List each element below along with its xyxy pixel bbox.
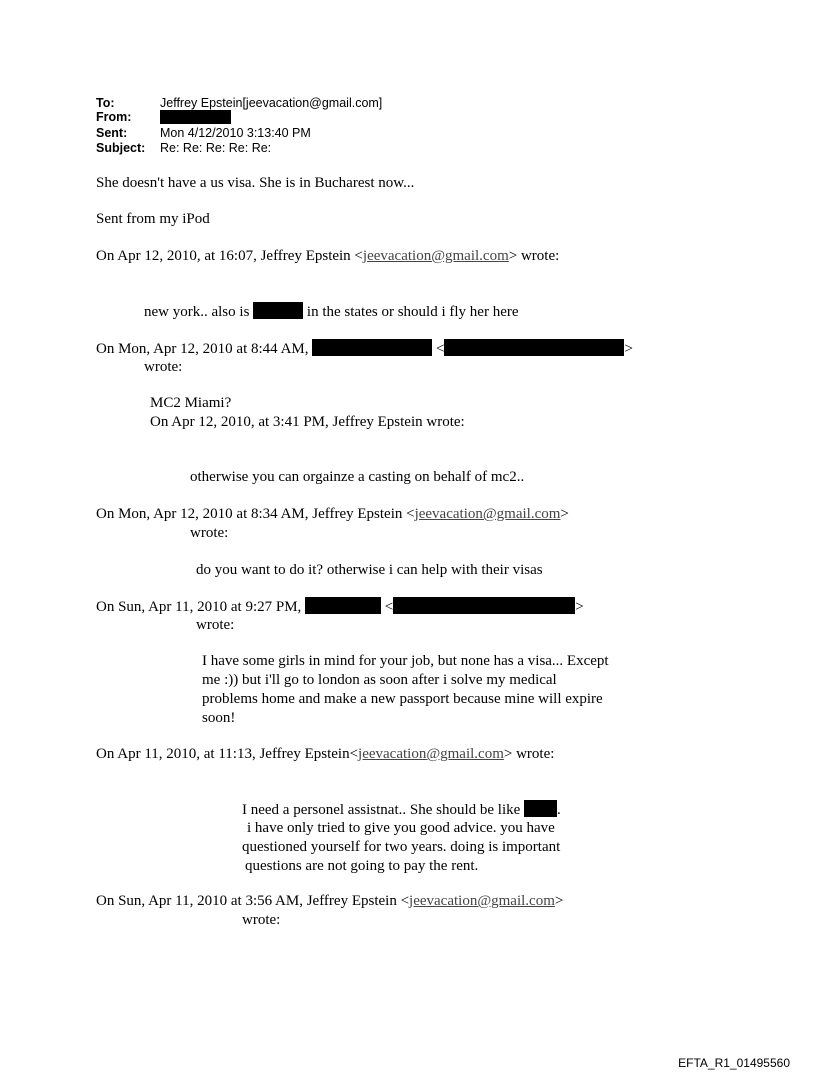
sender-email-redaction: [444, 339, 624, 356]
message-text: .: [557, 802, 561, 818]
quote-header-2: [96, 339, 633, 359]
message-girls-line-4: soon!: [202, 710, 236, 726]
quote-header-6-wrote: wrote:: [242, 912, 281, 928]
quote-header-text: On Sun, Apr 11, 2010 at 9:27 PM,: [96, 599, 302, 615]
quote-header-text: >: [560, 506, 569, 522]
name-redaction: [524, 800, 557, 817]
quote-header-mc2: On Apr 12, 2010, at 3:41 PM, Jeffrey Epstein wrote:: [150, 414, 465, 430]
sent-value: Mon 4/12/2010 3:13:40 PM: [160, 126, 311, 140]
quote-header-text: On Apr 11, 2010, at 11:13, Jeffrey Epstein<: [96, 746, 359, 762]
message-text: I need a personel assistnat.. She should be like: [242, 802, 521, 818]
from-redaction: [160, 110, 231, 124]
quote-header-2-wrote: wrote:: [144, 359, 183, 375]
message-text: in the states or should i fly her here: [306, 304, 519, 320]
quote-header-text: On Apr 12, 2010, at 16:07, Jeffrey Epstein <: [96, 248, 363, 264]
message-assistant: [242, 800, 561, 820]
email-header: [96, 96, 496, 158]
to-value: Jeffrey Epstein[jeevacation@gmail.com]: [160, 96, 383, 110]
email-link[interactable]: jeevacation@gmail.com: [358, 746, 504, 762]
quote-header-text: > wrote:: [503, 746, 555, 762]
message-advice-line-1: i have only tried to give you good advice. you have: [247, 820, 555, 836]
subject-value: Re: Re: Re: Re: Re:: [160, 141, 272, 155]
quote-header-text: On Mon, Apr 12, 2010 at 8:44 AM,: [96, 341, 309, 357]
quote-header-6: [96, 892, 563, 911]
sender-name-redaction: [305, 597, 381, 614]
reply-line-visa: She doesn't have a us visa. She is in Bucharest now...: [96, 175, 415, 191]
reply-signature: Sent from my iPod: [96, 211, 210, 227]
name-redaction: [253, 302, 303, 319]
subject-label: Subject:: [96, 141, 146, 155]
quote-header-5: [96, 745, 554, 764]
message-new-york: [144, 302, 519, 322]
message-casting: otherwise you can orgainze a casting on behalf of mc2..: [190, 469, 525, 485]
message-advice-line-2: questioned yourself for two years. doing is important: [242, 839, 561, 855]
email-link[interactable]: jeevacation@gmail.com: [414, 506, 561, 522]
message-text: new york.. also is: [144, 304, 250, 320]
message-mc2-miami: MC2 Miami?: [150, 395, 232, 411]
message-girls-line-2: me :)) but i'll go to london as soon after i solve my medical: [202, 672, 557, 688]
quote-header-4: [96, 597, 584, 617]
sender-name-redaction: [312, 339, 432, 356]
quote-header-text: <: [436, 341, 445, 357]
quote-header-text: On Mon, Apr 12, 2010 at 8:34 AM, Jeffrey Epstein <: [96, 506, 415, 522]
quote-header-3: [96, 505, 569, 524]
to-label: To:: [96, 96, 115, 110]
from-label: From:: [96, 110, 132, 124]
email-link[interactable]: jeevacation@gmail.com: [362, 248, 509, 264]
quote-header-3-wrote: wrote:: [190, 525, 229, 541]
quote-header-4-wrote: wrote:: [196, 617, 235, 633]
email-link[interactable]: jeevacation@gmail.com: [409, 893, 555, 909]
quote-header-text: >: [554, 893, 564, 909]
message-girls-line-1: I have some girls in mind for your job, but none has a visa... Except: [202, 653, 609, 669]
quote-header-text: >: [575, 599, 584, 615]
quote-header-text: On Sun, Apr 11, 2010 at 3:56 AM, Jeffrey Epstein <: [96, 893, 410, 909]
quote-header-text: <: [384, 599, 394, 615]
quote-header-1: [96, 247, 559, 266]
sent-label: Sent:: [96, 126, 128, 140]
quote-header-text: > wrote:: [508, 248, 560, 264]
sender-email-redaction: [393, 597, 575, 614]
quote-header-text: >: [624, 341, 633, 357]
message-advice-line-3: questions are not going to pay the rent.: [245, 858, 479, 874]
message-girls-line-3: problems home and make a new passport because mine will expire: [202, 691, 603, 707]
message-do-it: do you want to do it? otherwise i can help with their visas: [196, 562, 543, 578]
bates-number: EFTA_R1_01495560: [678, 1056, 790, 1070]
